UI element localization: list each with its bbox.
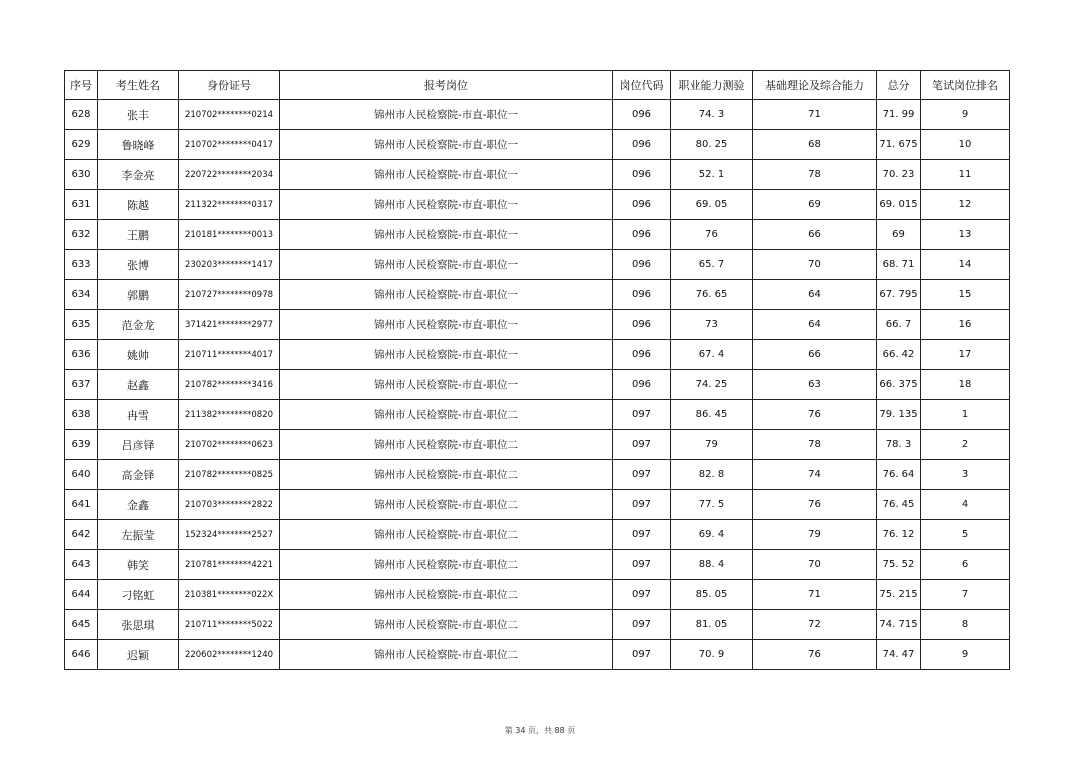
header-theory: 基础理论及综合能力 [753,71,877,100]
table-row [65,340,1010,370]
cell-seq: 646 [65,640,98,670]
table-row [65,520,1010,550]
cell-position: 锦州市人民检察院-市直-职位二 [280,460,613,490]
cell-seq: 632 [65,220,98,250]
table-row [65,460,1010,490]
cell-id: 230203********1417 [179,250,280,280]
cell-position: 锦州市人民检察院-市直-职位二 [280,490,613,520]
cell-code: 096 [613,100,671,130]
cell-total: 69 [877,220,921,250]
header-seq: 序号 [65,71,98,100]
cell-name: 韩笑 [98,550,179,580]
cell-rank: 5 [921,520,1010,550]
cell-code: 097 [613,490,671,520]
cell-rank: 8 [921,610,1010,640]
cell-rank: 6 [921,550,1010,580]
cell-seq: 644 [65,580,98,610]
cell-position: 锦州市人民检察院-市直-职位一 [280,130,613,160]
cell-total: 71. 99 [877,100,921,130]
cell-name: 王鹏 [98,220,179,250]
header-code: 岗位代码 [613,71,671,100]
cell-code: 097 [613,430,671,460]
cell-name: 迟颖 [98,640,179,670]
cell-aptitude: 74. 3 [671,100,753,130]
cell-theory: 64 [753,310,877,340]
table-row [65,400,1010,430]
cell-theory: 66 [753,340,877,370]
cell-theory: 71 [753,100,877,130]
cell-code: 097 [613,550,671,580]
cell-id: 220602********1240 [179,640,280,670]
cell-id: 211382********0820 [179,400,280,430]
cell-theory: 72 [753,610,877,640]
table-row [65,280,1010,310]
cell-aptitude: 79 [671,430,753,460]
table-row [65,370,1010,400]
cell-name: 张博 [98,250,179,280]
cell-id: 210181********0013 [179,220,280,250]
cell-total: 68. 71 [877,250,921,280]
cell-rank: 12 [921,190,1010,220]
cell-id: 371421********2977 [179,310,280,340]
cell-name: 张丰 [98,100,179,130]
cell-theory: 68 [753,130,877,160]
cell-rank: 16 [921,310,1010,340]
cell-code: 097 [613,640,671,670]
cell-id: 152324********2527 [179,520,280,550]
cell-total: 66. 42 [877,340,921,370]
page-footer: 第 34 页，共 88 页 [504,726,576,735]
cell-position: 锦州市人民检察院-市直-职位二 [280,520,613,550]
table-body [65,100,1010,670]
cell-theory: 76 [753,400,877,430]
table-row [65,580,1010,610]
cell-rank: 4 [921,490,1010,520]
cell-aptitude: 81. 05 [671,610,753,640]
cell-seq: 642 [65,520,98,550]
cell-total: 74. 47 [877,640,921,670]
cell-theory: 66 [753,220,877,250]
cell-seq: 629 [65,130,98,160]
cell-seq: 639 [65,430,98,460]
cell-id: 210703********2822 [179,490,280,520]
cell-theory: 78 [753,160,877,190]
cell-aptitude: 65. 7 [671,250,753,280]
cell-id: 220722********2034 [179,160,280,190]
cell-position: 锦州市人民检察院-市直-职位一 [280,160,613,190]
cell-total: 79. 135 [877,400,921,430]
cell-seq: 634 [65,280,98,310]
cell-theory: 69 [753,190,877,220]
header-name: 考生姓名 [98,71,179,100]
header-aptitude: 职业能力测验 [671,71,753,100]
cell-aptitude: 76. 65 [671,280,753,310]
cell-total: 70. 23 [877,160,921,190]
cell-total: 74. 715 [877,610,921,640]
cell-id: 210727********0978 [179,280,280,310]
table-row [65,550,1010,580]
table-row [65,430,1010,460]
cell-code: 096 [613,190,671,220]
cell-rank: 13 [921,220,1010,250]
cell-theory: 70 [753,250,877,280]
cell-total: 67. 795 [877,280,921,310]
cell-rank: 17 [921,340,1010,370]
cell-name: 郭鹏 [98,280,179,310]
cell-seq: 635 [65,310,98,340]
cell-theory: 79 [753,520,877,550]
table-row [65,160,1010,190]
cell-code: 096 [613,370,671,400]
cell-aptitude: 67. 4 [671,340,753,370]
cell-aptitude: 73 [671,310,753,340]
cell-position: 锦州市人民检察院-市直-职位一 [280,220,613,250]
cell-id: 210381********022X [179,580,280,610]
cell-theory: 70 [753,550,877,580]
cell-aptitude: 69. 4 [671,520,753,550]
cell-name: 范金龙 [98,310,179,340]
cell-aptitude: 86. 45 [671,400,753,430]
header-id: 身份证号 [179,71,280,100]
cell-rank: 9 [921,640,1010,670]
cell-rank: 2 [921,430,1010,460]
cell-rank: 1 [921,400,1010,430]
cell-code: 097 [613,610,671,640]
cell-code: 097 [613,400,671,430]
cell-seq: 628 [65,100,98,130]
cell-total: 71. 675 [877,130,921,160]
cell-theory: 63 [753,370,877,400]
cell-code: 097 [613,580,671,610]
cell-id: 210702********0623 [179,430,280,460]
cell-rank: 14 [921,250,1010,280]
table-row [65,220,1010,250]
cell-code: 096 [613,130,671,160]
cell-id: 210711********5022 [179,610,280,640]
header-row [65,71,1010,100]
results-table [64,70,1010,670]
cell-total: 75. 52 [877,550,921,580]
cell-id: 210702********0417 [179,130,280,160]
header-position: 报考岗位 [280,71,613,100]
cell-position: 锦州市人民检察院-市直-职位一 [280,310,613,340]
cell-seq: 636 [65,340,98,370]
cell-total: 75. 215 [877,580,921,610]
cell-aptitude: 80. 25 [671,130,753,160]
cell-seq: 643 [65,550,98,580]
cell-id: 210781********4221 [179,550,280,580]
cell-seq: 641 [65,490,98,520]
table-row [65,130,1010,160]
cell-position: 锦州市人民检察院-市直-职位一 [280,100,613,130]
cell-theory: 74 [753,460,877,490]
cell-seq: 633 [65,250,98,280]
cell-seq: 630 [65,160,98,190]
table-row [65,640,1010,670]
cell-code: 096 [613,160,671,190]
cell-rank: 7 [921,580,1010,610]
cell-aptitude: 70. 9 [671,640,753,670]
cell-position: 锦州市人民检察院-市直-职位一 [280,250,613,280]
cell-position: 锦州市人民检察院-市直-职位一 [280,280,613,310]
table-row [65,490,1010,520]
cell-aptitude: 74. 25 [671,370,753,400]
cell-aptitude: 82. 8 [671,460,753,490]
cell-position: 锦州市人民检察院-市直-职位二 [280,610,613,640]
cell-name: 姚帅 [98,340,179,370]
cell-total: 69. 015 [877,190,921,220]
cell-name: 陈越 [98,190,179,220]
cell-code: 096 [613,250,671,280]
table-row [65,100,1010,130]
header-total: 总分 [877,71,921,100]
cell-position: 锦州市人民检察院-市直-职位二 [280,640,613,670]
cell-aptitude: 85. 05 [671,580,753,610]
cell-rank: 18 [921,370,1010,400]
cell-code: 096 [613,280,671,310]
table-row [65,310,1010,340]
cell-position: 锦州市人民检察院-市直-职位二 [280,400,613,430]
cell-total: 76. 45 [877,490,921,520]
cell-position: 锦州市人民检察院-市直-职位二 [280,580,613,610]
cell-name: 高金铎 [98,460,179,490]
cell-id: 211322********0317 [179,190,280,220]
cell-name: 赵鑫 [98,370,179,400]
cell-seq: 640 [65,460,98,490]
cell-total: 66. 7 [877,310,921,340]
table-row [65,610,1010,640]
cell-id: 210711********4017 [179,340,280,370]
cell-seq: 631 [65,190,98,220]
cell-rank: 11 [921,160,1010,190]
cell-name: 鲁晓峰 [98,130,179,160]
cell-name: 张思琪 [98,610,179,640]
cell-rank: 10 [921,130,1010,160]
cell-aptitude: 69. 05 [671,190,753,220]
cell-theory: 64 [753,280,877,310]
cell-rank: 3 [921,460,1010,490]
cell-total: 76. 64 [877,460,921,490]
cell-position: 锦州市人民检察院-市直-职位一 [280,340,613,370]
header-rank: 笔试岗位排名 [921,71,1010,100]
cell-name: 李金亮 [98,160,179,190]
cell-theory: 71 [753,580,877,610]
cell-aptitude: 52. 1 [671,160,753,190]
cell-seq: 637 [65,370,98,400]
cell-position: 锦州市人民检察院-市直-职位一 [280,370,613,400]
cell-name: 吕彦铎 [98,430,179,460]
cell-theory: 78 [753,430,877,460]
cell-aptitude: 88. 4 [671,550,753,580]
table-row [65,190,1010,220]
cell-id: 210782********0825 [179,460,280,490]
cell-theory: 76 [753,490,877,520]
cell-position: 锦州市人民检察院-市直-职位二 [280,550,613,580]
cell-name: 左振莹 [98,520,179,550]
cell-name: 刁铭虹 [98,580,179,610]
cell-aptitude: 76 [671,220,753,250]
cell-total: 66. 375 [877,370,921,400]
cell-code: 097 [613,460,671,490]
cell-name: 金鑫 [98,490,179,520]
cell-code: 096 [613,340,671,370]
cell-theory: 76 [753,640,877,670]
cell-id: 210782********3416 [179,370,280,400]
cell-seq: 645 [65,610,98,640]
cell-rank: 15 [921,280,1010,310]
cell-code: 096 [613,310,671,340]
cell-rank: 9 [921,100,1010,130]
cell-total: 76. 12 [877,520,921,550]
cell-position: 锦州市人民检察院-市直-职位一 [280,190,613,220]
cell-code: 097 [613,520,671,550]
table-row [65,250,1010,280]
cell-aptitude: 77. 5 [671,490,753,520]
cell-id: 210702********0214 [179,100,280,130]
cell-seq: 638 [65,400,98,430]
cell-total: 78. 3 [877,430,921,460]
cell-name: 冉雪 [98,400,179,430]
cell-position: 锦州市人民检察院-市直-职位二 [280,430,613,460]
cell-code: 096 [613,220,671,250]
